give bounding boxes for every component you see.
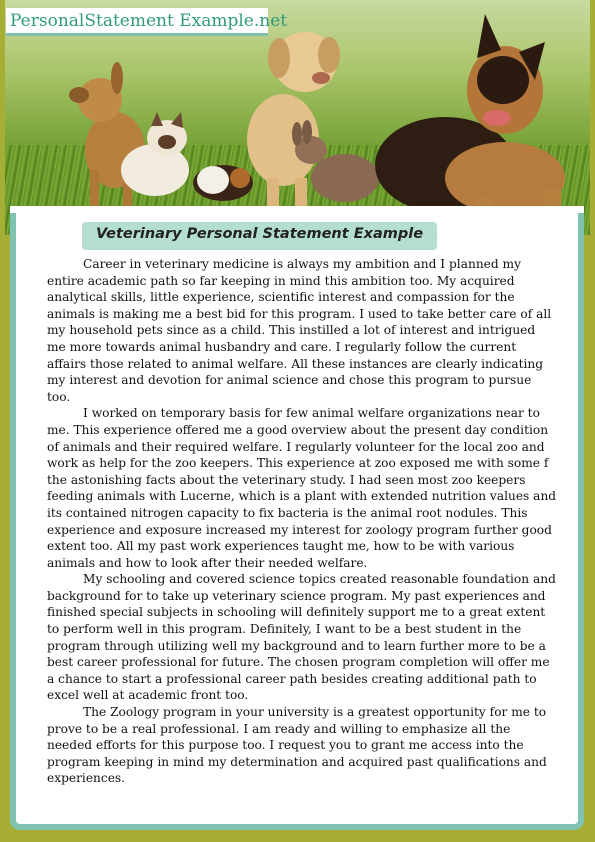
page-title: Veterinary Personal Statement Example — [82, 222, 437, 250]
paragraph-2: I worked on temporary basis for few animal welfare organizations near to me. This experience offered me a good overview about the present day condition of animals and their required welfare. I regularly volunteer for the local zoo and work as help for the zoo keepers. This experience at zoo exposed me with some f the astonishing facts about the veterinary study. I had seen most zoo keepers feeding animals with Lucerne, which is a plant with extended nutrition values and its contained nitrogen capacity to fix bacteria is the animal root nodules. This experience and exposure increased my interest for zoology program further good extent too. All my past work experiences taught me, how to be with various animals and how to look after their needed welfare. — [47, 406, 557, 570]
paragraph-3: My schooling and covered science topics created reasonable foundation and background for to take up veterinary science program. My past experiences and finished special subjects in schooling will definitely support me to a great extent to perform well in this program. Definitely, I want to be a best student in the program through utilizing well my background and to learn further more to be a best career professional for future. The chosen program completion will offer me a chance to start a professional career path besides creating additional path to excel well at academic front too. — [47, 572, 556, 703]
guinea-pig — [193, 165, 253, 201]
german-shepherd — [375, 14, 565, 235]
paragraph-4: The Zoology program in your university is a greatest opportunity for me to prove to be a real professional. I am ready and willing to emphasize all the needed efforts for this purpose too. I request you to grant me access into the program keeping in mind my determination and acquired past qualifications and experiences. — [47, 705, 547, 786]
site-logo[interactable]: PersonalStatement Example.net — [6, 8, 268, 36]
statement-body — [47, 256, 557, 787]
paragraph-1: Career in veterinary medicine is always my ambition and I planned my entire academic path so far keeping in mind this ambition too. My acquired analytical skills, little experience, scientific interest and compassion for the animals is making me a best bid for this program. I used to take better care of all my household pets since as a child. This instilled a lot of interest and intrigued me more towards animal husbandry and care. I regularly follow the current affairs those related to animal welfare. All these instances are clearly indicating my interest and devotion for animal science and chose this program to pursue too. — [47, 257, 552, 404]
